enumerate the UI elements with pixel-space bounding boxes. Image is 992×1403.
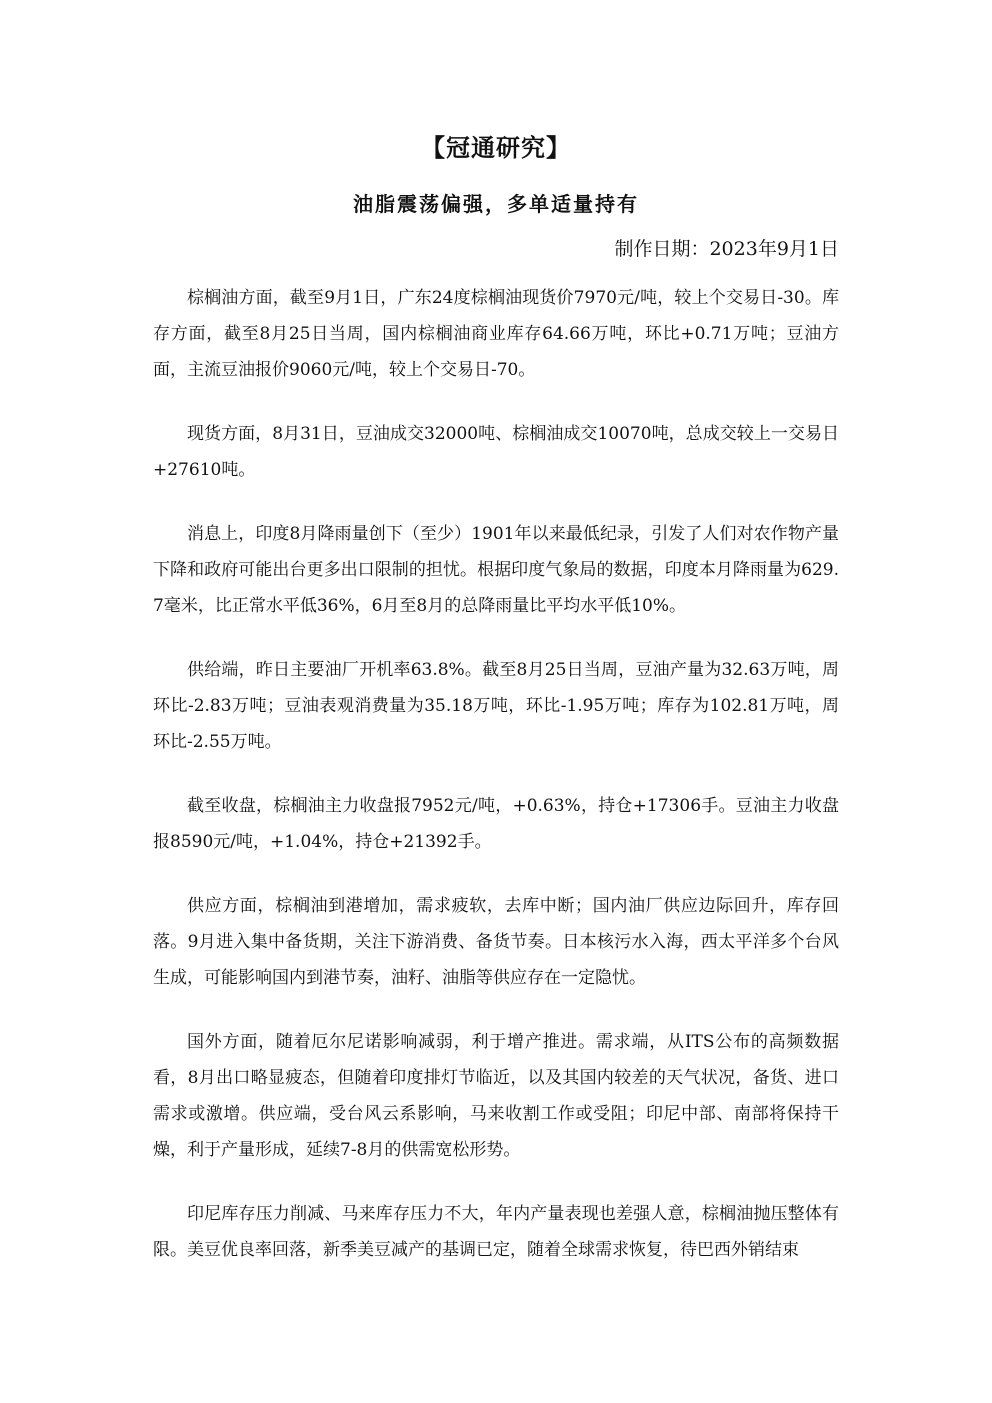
document-title: 油脂震荡偏强，多单适量持有 <box>353 192 639 216</box>
paragraph-overseas: 国外方面，随着厄尔尼诺影响减弱，利于增产推进。需求端，从ITS公布的高频数据看，8月出口略显疲态，但随着印度排灯节临近，以及其国内较差的天气状况，备货、进口需求或激增。供应端，受台风云系影响，马来收割工作或受阻；印尼中部、南部将保持干燥，利于产量形成，延续7-8月的供需宽松形势。 <box>153 1032 839 1160</box>
paragraph-india-rainfall: 消息上，印度8月降雨量创下（至少）1901年以来最低纪录，引发了人们对农作物产量下降和政府可能出台更多出口限制的担忧。根据印度气象局的数据，印度本月降雨量为629.7毫米，比正常水平低36%，6月至8月的总降雨量比平均水平低10%。 <box>153 524 839 616</box>
paragraph-supply-outlook: 供应方面，棕榈油到港增加，需求疲软，去库中断；国内油厂供应边际回升，库存回落。9月进入集中备货期，关注下游消费、备货节奏。日本核污水入海，西太平洋多个台风生成，可能影响国内到港节奏，油籽、油脂等供应存在一定隐忧。 <box>153 896 839 988</box>
paragraph-palm-oil-spot: 棕榈油方面，截至9月1日，广东24度棕榈油现货价7970元/吨，较上个交易日-30。库存方面，截至8月25日当周，国内棕榈油商业库存64.66万吨，环比+0.71万吨；豆油方面，主流豆油报价9060元/吨，较上个交易日-70。 <box>153 288 839 380</box>
document-body <box>153 280 839 1296</box>
org-title: 【冠通研究】 <box>421 133 571 162</box>
paragraph-supply-side: 供给端，昨日主要油厂开机率63.8%。截至8月25日当周，豆油产量为32.63万吨，周环比-2.83万吨；豆油表观消费量为35.18万吨，环比-1.95万吨；库存为102.81万吨，周环比-2.55万吨。 <box>153 660 839 752</box>
paragraph-inventory-pressure: 印尼库存压力削减、马来库存压力不大，年内产量表现也差强人意，棕榈油抛压整体有限。美豆优良率回落，新季美豆减产的基调已定，随着全球需求恢复，待巴西外销结束 <box>153 1204 839 1260</box>
paragraph-closing-prices: 截至收盘，棕榈油主力收盘报7952元/吨，+0.63%，持仓+17306手。豆油主力收盘报8590元/吨，+1.04%，持仓+21392手。 <box>153 796 839 852</box>
production-date: 制作日期：2023年9月1日 <box>614 238 839 260</box>
paragraph-spot-volume: 现货方面，8月31日，豆油成交32000吨、棕榈油成交10070吨，总成交较上一交易日+27610吨。 <box>153 424 839 480</box>
